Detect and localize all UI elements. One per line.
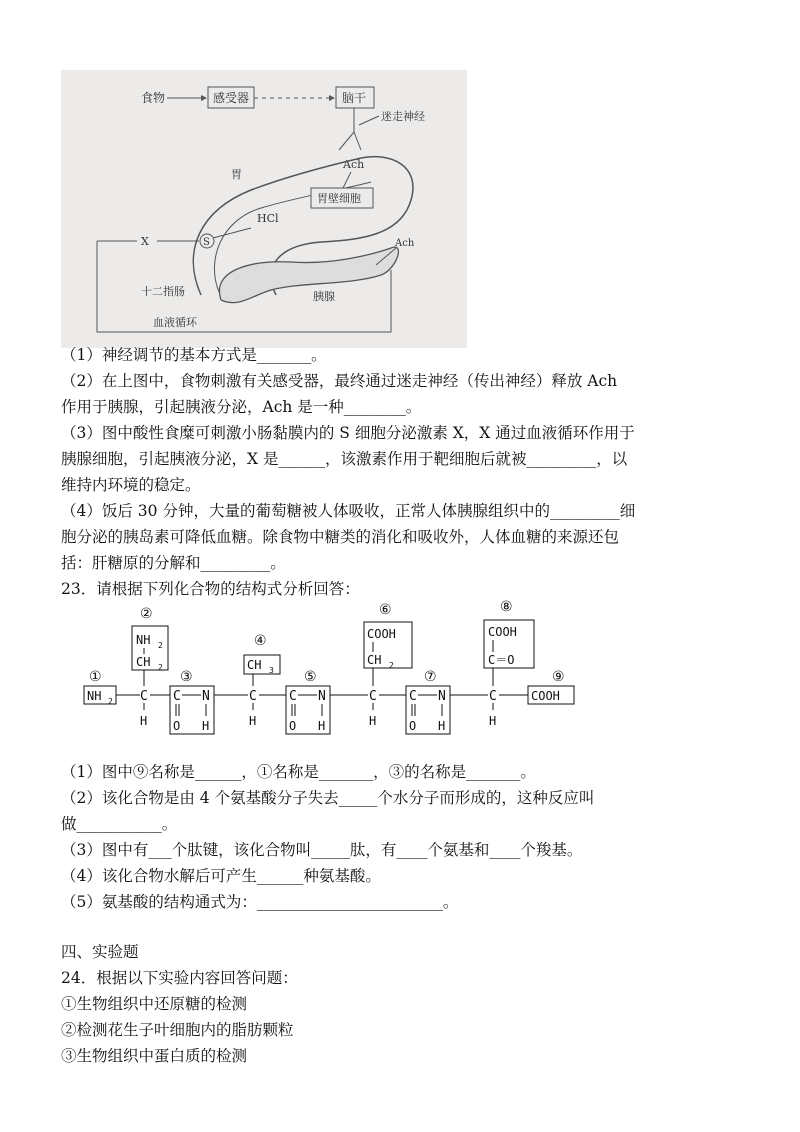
h-alpha-4: H: [489, 714, 497, 728]
cooh-8: COOH: [488, 625, 517, 639]
c-alpha-2: C: [249, 689, 257, 704]
pb1-o: O: [173, 719, 181, 733]
label-duodenum: 十二指肠: [141, 285, 185, 298]
pancreas-shape: [219, 247, 398, 303]
q22-part4c: 括：肝糖原的分解和_________。: [61, 554, 286, 572]
pb1-n: N: [202, 689, 210, 704]
label-x: X: [141, 235, 149, 248]
peptide-structure: [78, 598, 598, 748]
q22-part4b: 胞分泌的胰岛素可降低血糖。除食物中糖类的消化和吸收外，人体血糖的来源还包: [61, 528, 620, 546]
num-4: ④: [254, 633, 267, 649]
ch2-2: CH: [136, 655, 151, 669]
co-8: C＝O: [488, 653, 515, 667]
num-8: ⑧: [500, 599, 513, 615]
label-brainstem: 脑干: [342, 91, 367, 105]
label-hcl: HCl: [257, 212, 279, 225]
ch2-2-sub: 2: [158, 663, 163, 672]
nh2-1: NH: [87, 689, 102, 703]
pb3-c: C: [409, 689, 417, 704]
pb1-h: H: [202, 719, 210, 733]
q22-part3b: 胰腺细胞，引起胰液分泌，X 是______，该激素作用于靶细胞后就被_________，以: [61, 450, 628, 468]
label-vagus: 迷走神经: [381, 110, 425, 123]
c-alpha-3: C: [369, 689, 377, 704]
ch2-6: CH: [367, 653, 382, 667]
q24-item-2: ②检测花生子叶细胞内的脂肪颗粒: [61, 1021, 294, 1039]
q23-part2a: （2）该化合物是由 4 个氨基酸分子失去_____个水分子而形成的，这种反应叫: [61, 789, 595, 807]
digestion-diagram: [61, 70, 467, 348]
label-s: S: [203, 237, 210, 248]
h-alpha-2: H: [249, 714, 257, 728]
ch2-6-sub: 2: [389, 661, 394, 670]
ch3: CH: [247, 658, 262, 672]
q22-part2b: 作用于胰腺，引起胰液分泌，Ach 是一种________。: [61, 398, 422, 416]
label-food: 食物: [141, 91, 166, 105]
q24-title: 24．根据以下实验内容回答问题：: [61, 969, 298, 987]
num-7: ⑦: [424, 669, 437, 685]
nh2-2: NH: [136, 633, 151, 647]
q22-part1: （1）神经调节的基本方式是_______。: [61, 346, 327, 364]
pb3-h: H: [438, 719, 446, 733]
label-stomach: 胃: [231, 168, 242, 181]
cooh-9: COOH: [531, 689, 560, 703]
nh2-2-sub: 2: [158, 641, 163, 650]
label-pancreas: 胰腺: [313, 290, 335, 303]
num-3: ③: [180, 669, 193, 685]
pb2-c: C: [289, 689, 297, 704]
num-9: ⑨: [552, 669, 565, 685]
q22-part4a: （4）饭后 30 分钟，大量的葡萄糖被人体吸收，正常人体胰腺组织中的_________细: [61, 502, 636, 520]
num-5: ⑤: [304, 669, 317, 685]
pb2-h: H: [318, 719, 326, 733]
ch3-sub: 3: [269, 666, 274, 675]
label-receptor: 感受器: [213, 91, 250, 105]
q23-title: 23．请根据下列化合物的结构式分析回答：: [61, 580, 360, 598]
q23-part3: （3）图中有___个肽键，该化合物叫_____肽，有____个氨基和____个羧基。: [61, 841, 583, 859]
nh2-1-sub: 2: [108, 697, 113, 706]
q23-part1: （1）图中⑨名称是______，①名称是_______，③的名称是_______。: [61, 763, 536, 781]
q22-part2a: （2）在上图中，食物刺激有关感受器，最终通过迷走神经（传出神经）释放 Ach: [61, 372, 618, 390]
pb3-n: N: [438, 689, 446, 704]
c-alpha-1: C: [140, 689, 148, 704]
cooh-6: COOH: [367, 627, 396, 641]
q23-part2b: 做___________。: [61, 815, 178, 833]
q22-part3a: （3）图中酸性食糜可刺激小肠黏膜内的 S 细胞分泌激素 X，X 通过血液循环作用于: [61, 424, 635, 442]
label-ach-right: Ach: [395, 238, 415, 249]
pb1-c: C: [173, 689, 181, 704]
num-1: ①: [89, 669, 102, 685]
num-6: ⑥: [379, 602, 392, 618]
label-stomach-cells: 胃壁细胞: [317, 192, 361, 205]
q22-part3c: 维持内环境的稳定。: [61, 476, 201, 494]
h-alpha-3: H: [369, 714, 377, 728]
num-2: ②: [140, 606, 153, 622]
q23-part5: （5）氨基酸的结构通式为：________________________。: [61, 893, 459, 911]
pb2-o: O: [289, 719, 297, 733]
pb2-n: N: [318, 689, 326, 704]
label-ach-top: Ach: [343, 158, 365, 171]
q24-item-1: ①生物组织中还原糖的检测: [61, 995, 248, 1013]
h-alpha-1: H: [140, 714, 148, 728]
q23-part4: （4）该化合物水解后可产生______种氨基酸。: [61, 867, 381, 885]
label-blood: 血液循环: [153, 316, 197, 329]
section4-heading: 四、实验题: [61, 943, 139, 961]
pb3-o: O: [409, 719, 417, 733]
q24-item-3: ③生物组织中蛋白质的检测: [61, 1047, 248, 1065]
c-alpha-4: C: [489, 689, 497, 704]
